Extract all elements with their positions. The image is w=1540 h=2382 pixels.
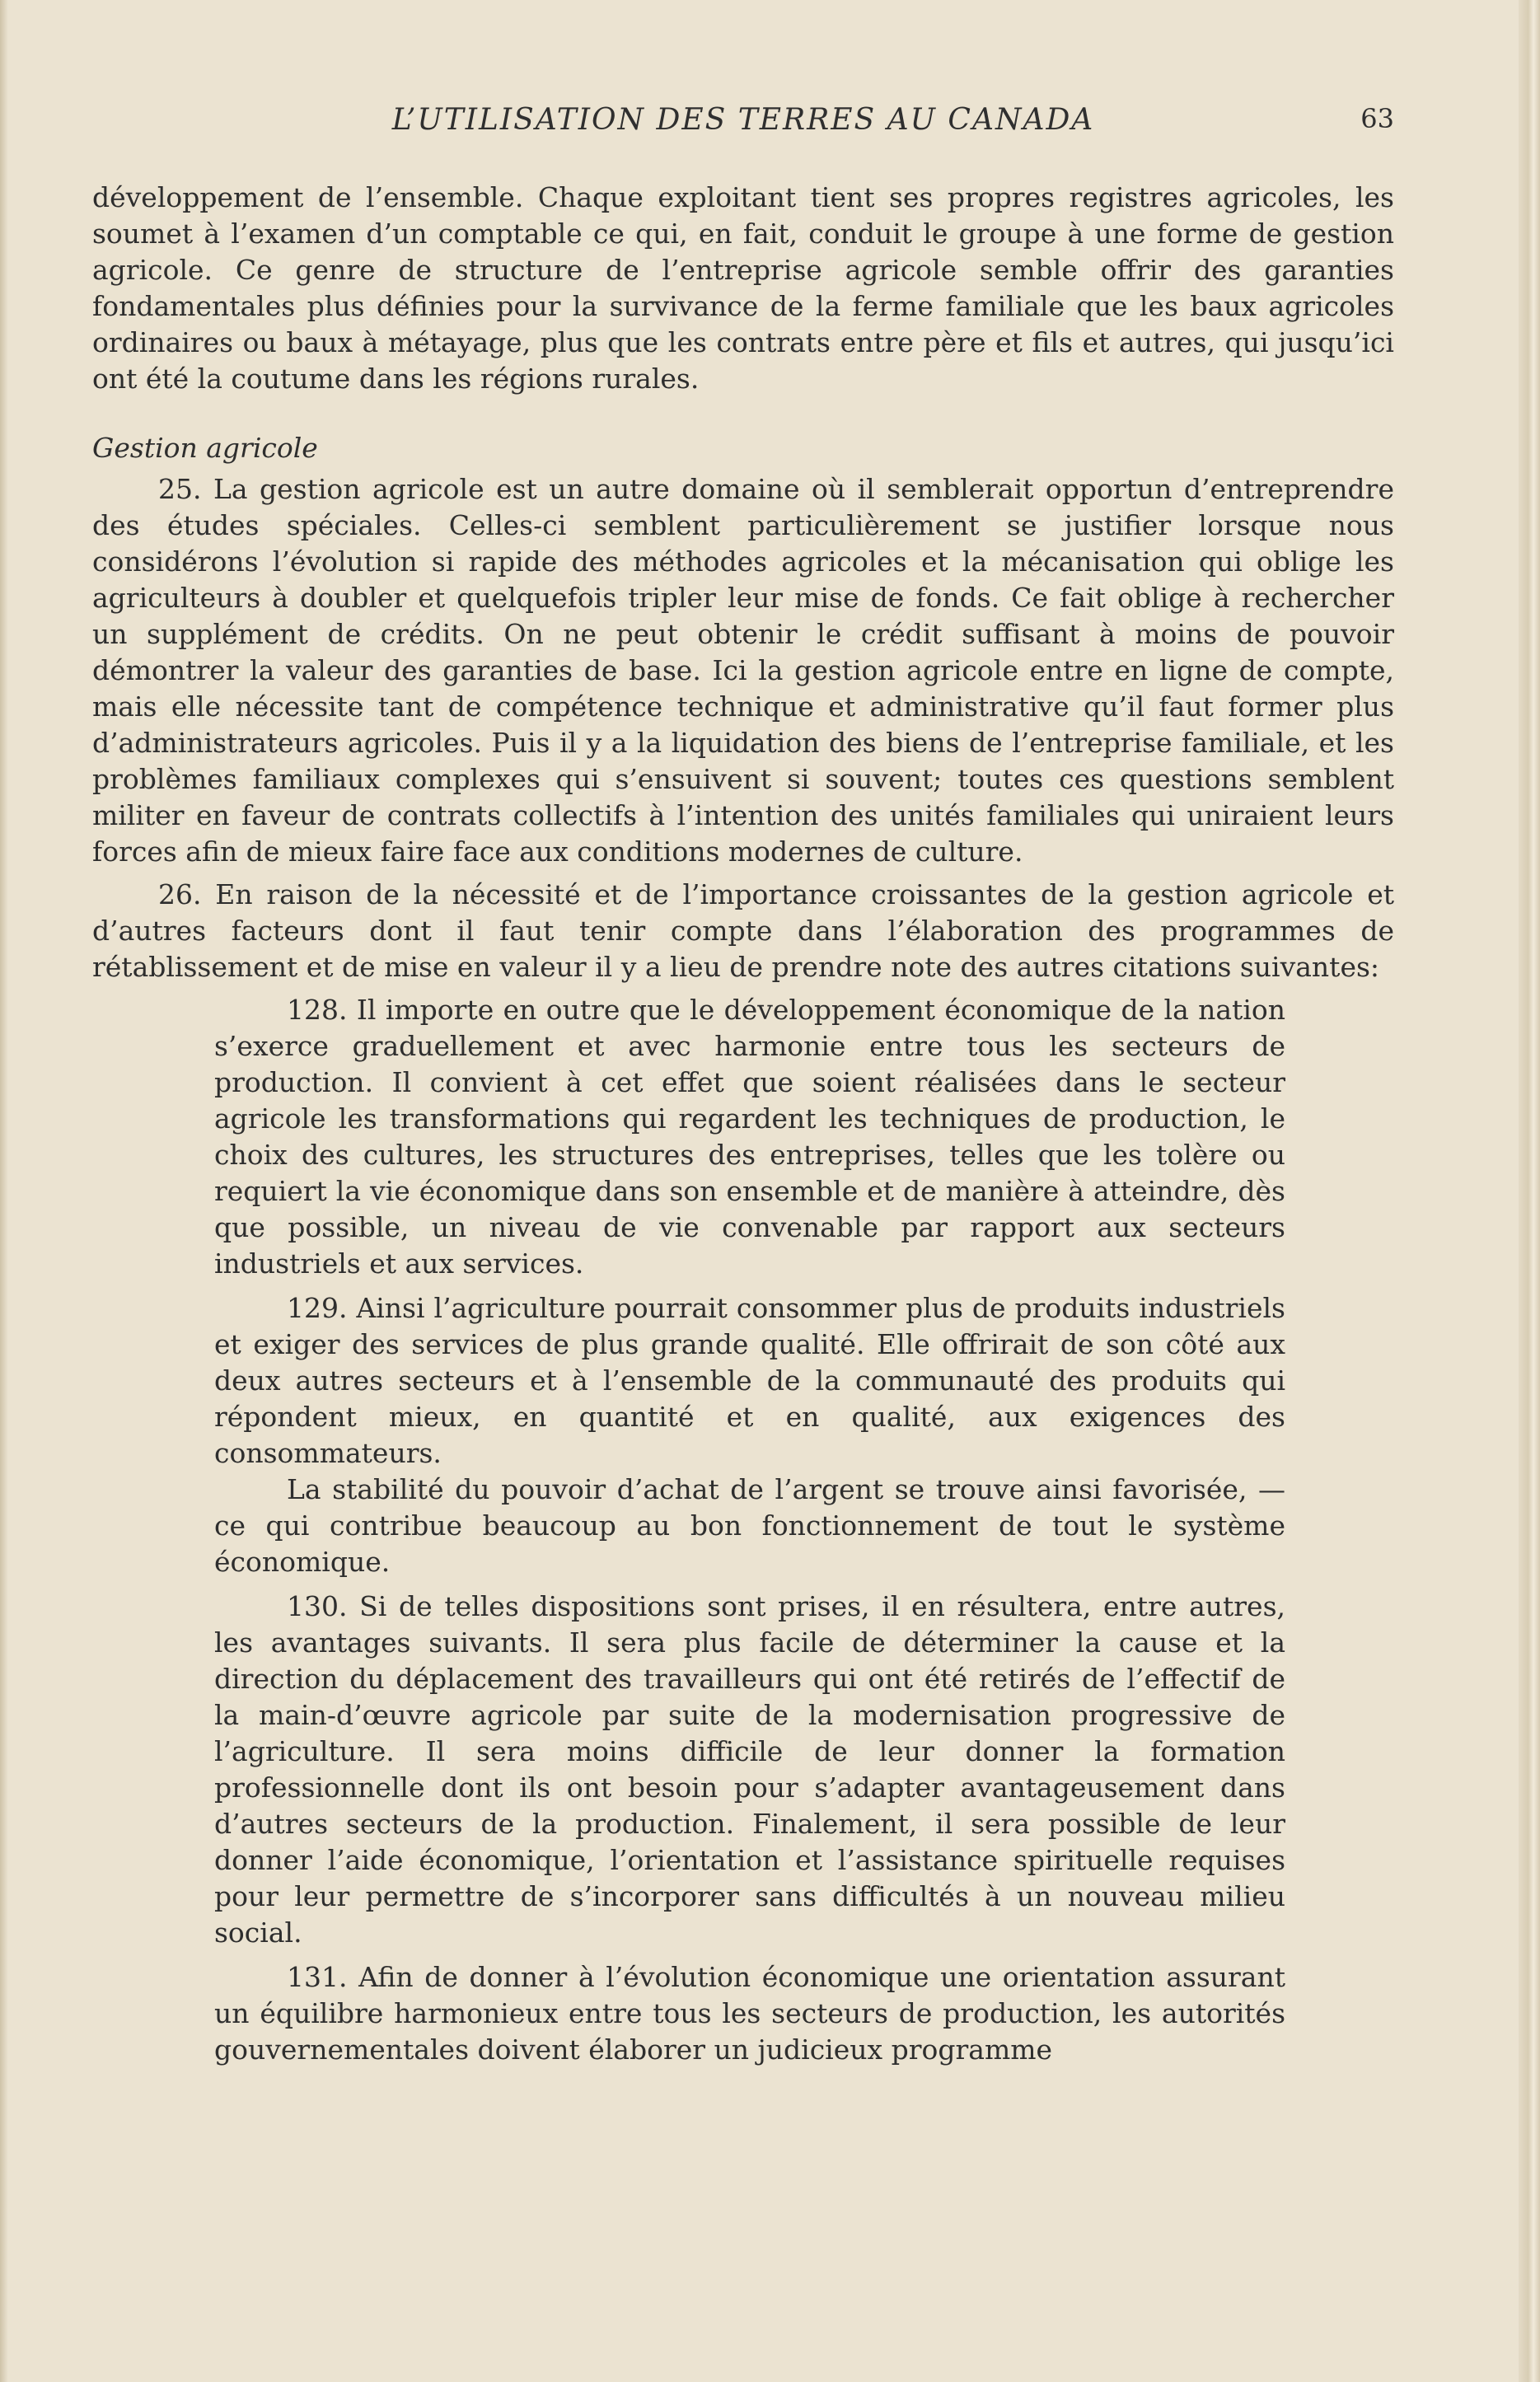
section-heading: Gestion agricole (92, 432, 318, 464)
quote-128: 128. Il importe en outre que le développement économique de la nation s’exerce graduellement et avec harmonie entre tous les secteurs de production. Il convient à cet effet que soient réalisées dans le secteur agricole les transformations qui regardent les techniques de production, le choix des cultures, les structures des entreprises, telles que les tolère ou requiert la vie économique dans son ensemble et de manière à atteindre, dès que possible, un niveau de vie convenable par rapport aux secteurs industriels et aux services. (214, 994, 1285, 1280)
paragraph-26: 26. En raison de la nécessité et de l’importance croissantes de la gestion agricole et d’autres facteurs dont il faut tenir compte dans l’élaboration des programmes de rétablissement et de mise en valeur il y a lieu de prendre note des autres citations suivantes: (92, 878, 1394, 983)
quote-129-continued: La stabilité du pouvoir d’achat de l’argent se trouve ainsi favorisée, —ce qui contribue beaucoup au bon fonctionnement de tout le système économique. (214, 1473, 1285, 1578)
page-body (92, 180, 1394, 2068)
running-header (92, 103, 1394, 144)
running-title: L’UTILISATION DES TERRES AU CANADA (391, 103, 1095, 137)
page-number: 63 (1360, 103, 1394, 134)
page-left-edge (0, 0, 8, 2382)
page-binding-edge (1519, 0, 1540, 2382)
quote-129: 129. Ainsi l’agriculture pourrait consommer plus de produits industriels et exiger des services de plus grande qualité. Elle offrirait de son côté aux deux autres secteurs et à l’ensemble de la communauté des produits qui répondent mieux, en quantité et en qualité, aux exigences des consommateurs. (214, 1292, 1285, 1469)
quote-130: 130. Si de telles dispositions sont prises, il en résultera, entre autres, les avantages suivants. Il sera plus facile de déterminer la cause et la direction du déplacement des travailleurs qui ont été retirés de l’effectif de la main-d’œuvre agricole par suite de la modernisation progressive de l’agriculture. Il sera moins difficile de leur donner la formation professionnelle dont ils ont besoin pour s’adapter avantageusement dans d’autres secteurs de la production. Finalement, il sera possible de leur donner l’aide économique, l’orientation et l’assistance spirituelle requises pour leur permettre de s’incorporer sans difficultés à un nouveau milieu social. (214, 1590, 1285, 1949)
quote-131: 131. Afin de donner à l’évolution économique une orientation assurant un équilibre harmonieux entre tous les secteurs de production, les autorités gouvernementales doivent élaborer un judicieux programme (214, 1961, 1285, 2066)
paragraph-25: 25. La gestion agricole est un autre domaine où il semblerait opportun d’entreprendre des études spéciales. Celles-ci semblent particulièrement se justifier lorsque nous considérons l’évolution si rapide des méthodes agricoles et la mécanisation qui oblige les agriculteurs à doubler et quelquefois tripler leur mise de fonds. Ce fait oblige à rechercher un supplément de crédits. On ne peut obtenir le crédit suffisant à moins de pouvoir démontrer la valeur des garanties de base. Ici la gestion agricole entre en ligne de compte, mais elle nécessite tant de compétence technique et administrative qu’il faut former plus d’administrateurs agricoles. Puis il y a la liquidation des biens de l’entreprise familiale, et les problèmes familiaux complexes qui s’ensuivent si souvent; toutes ces questions semblent militer en faveur de contrats collectifs à l’intention des unités familiales qui uniraient leurs forces afin de mieux faire face aux conditions modernes de culture. (92, 473, 1394, 868)
paragraph-intro: développement de l’ensemble. Chaque exploitant tient ses propres registres agricoles, les soumet à l’examen d’un comptable ce qui, en fait, conduit le groupe à une forme de gestion agricole. Ce genre de structure de l’entreprise agricole semble offrir des garanties fondamentales plus définies pour la survivance de la ferme familiale que les baux agricoles ordinaires ou baux à métayage, plus que les contrats entre père et fils et autres, qui jusqu’ici ont été la coutume dans les régions rurales. (92, 181, 1394, 395)
